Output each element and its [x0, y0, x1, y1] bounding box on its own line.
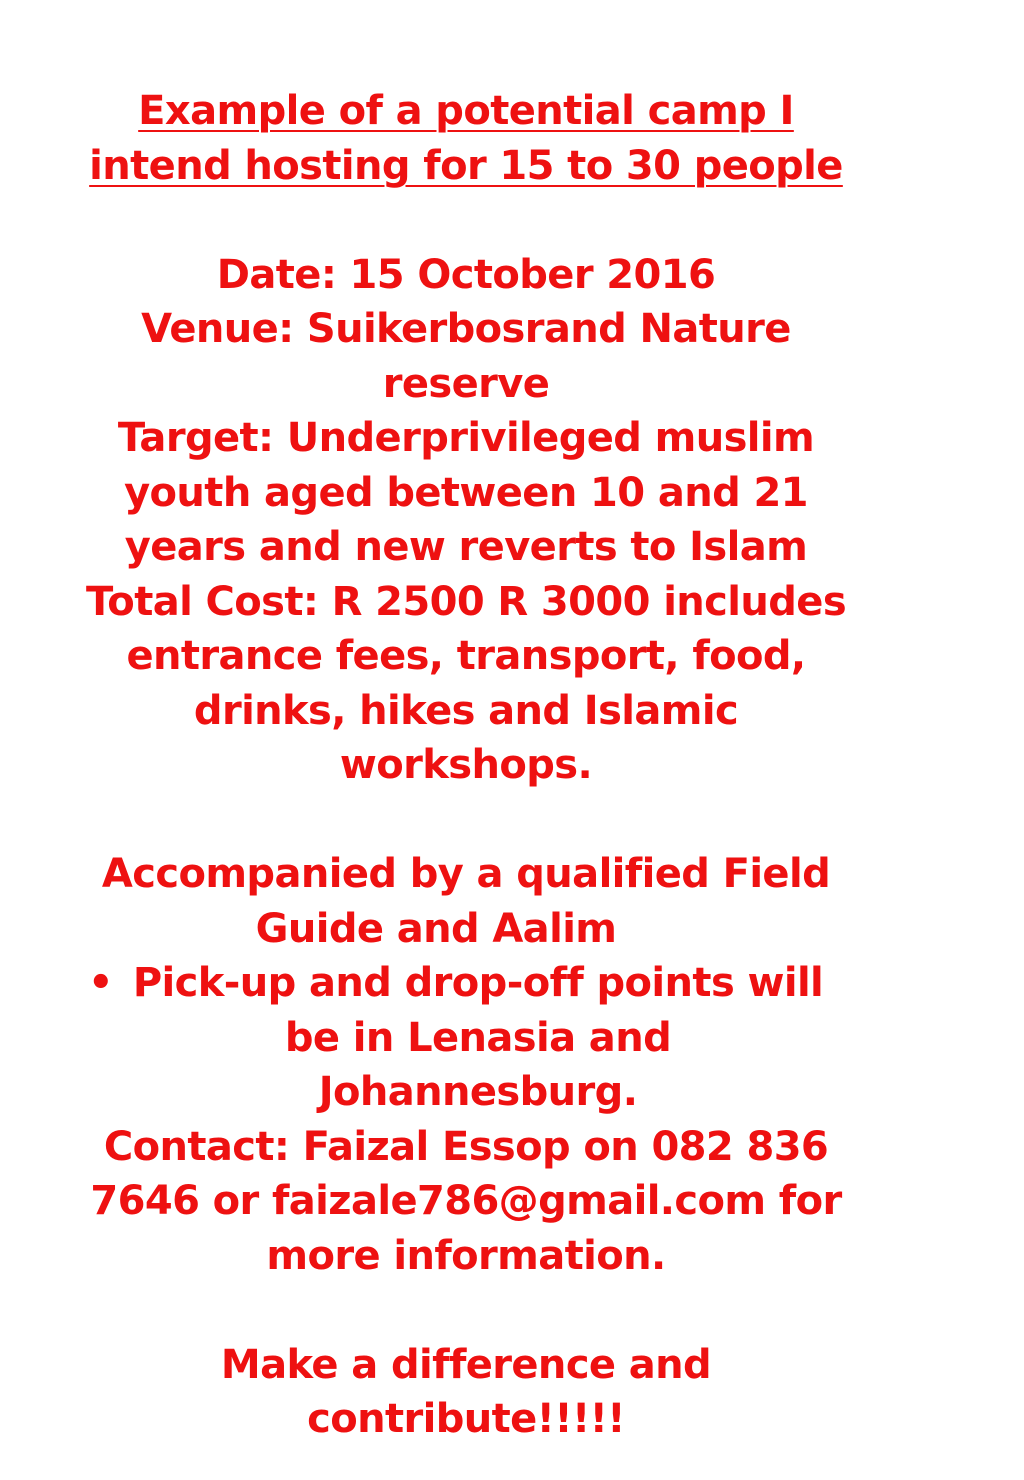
spacer — [82, 1283, 850, 1338]
spacer — [82, 193, 850, 248]
camp-details — [82, 248, 850, 793]
guide-line-2: Guide and Aalim — [255, 905, 617, 952]
title-line-2: intend hosting for 15 to 30 people — [89, 142, 843, 189]
bullet-icon: • — [88, 960, 113, 1006]
target-line-1: Target: Underprivileged muslim — [117, 415, 815, 461]
title-line-1: Example of a potential camp I — [138, 88, 794, 134]
cost-line-2: entrance fees, transport, food, — [126, 633, 806, 679]
guide-line-1: Accompanied by a qualified Field — [101, 851, 831, 897]
contact-info — [82, 1120, 850, 1284]
pickup-line-2: be in Lenasia and — [284, 1014, 672, 1061]
closing-message — [82, 1338, 850, 1447]
pickup-line-3: Johannesburg. — [318, 1069, 638, 1115]
camp-flyer — [82, 84, 850, 1447]
contact-line-2: 7646 or faizale786@gmail.com for — [90, 1178, 842, 1224]
venue-line-1: Venue: Suikerbosrand Nature — [141, 306, 791, 352]
closing-line-1: Make a difference and — [220, 1341, 712, 1388]
venue-line-2: reserve — [382, 360, 550, 407]
target-line-3: years and new reverts to Islam — [124, 524, 808, 570]
closing-line-2: contribute!!!!! — [307, 1396, 625, 1442]
contact-line-1: Contact: Faizal Essop on 082 836 — [103, 1123, 829, 1170]
target-line-2: youth aged between 10 and 21 — [124, 469, 808, 516]
cost-line-3: drinks, hikes and Islamic — [193, 687, 739, 734]
cost-line-4: workshops. — [339, 742, 593, 788]
contact-line-3: more information. — [266, 1232, 666, 1279]
cost-line-1: Total Cost: R 2500 R 3000 includes — [85, 578, 847, 625]
pickup-bullet-item — [82, 956, 850, 1120]
date-text: Date: 15 October 2016 — [216, 251, 716, 298]
pickup-line-1-wrap — [82, 956, 850, 1011]
flyer-title — [82, 84, 850, 193]
spacer — [82, 793, 850, 848]
guide-info — [82, 847, 850, 956]
pickup-line-1: Pick-up and drop-off points will — [132, 960, 824, 1006]
